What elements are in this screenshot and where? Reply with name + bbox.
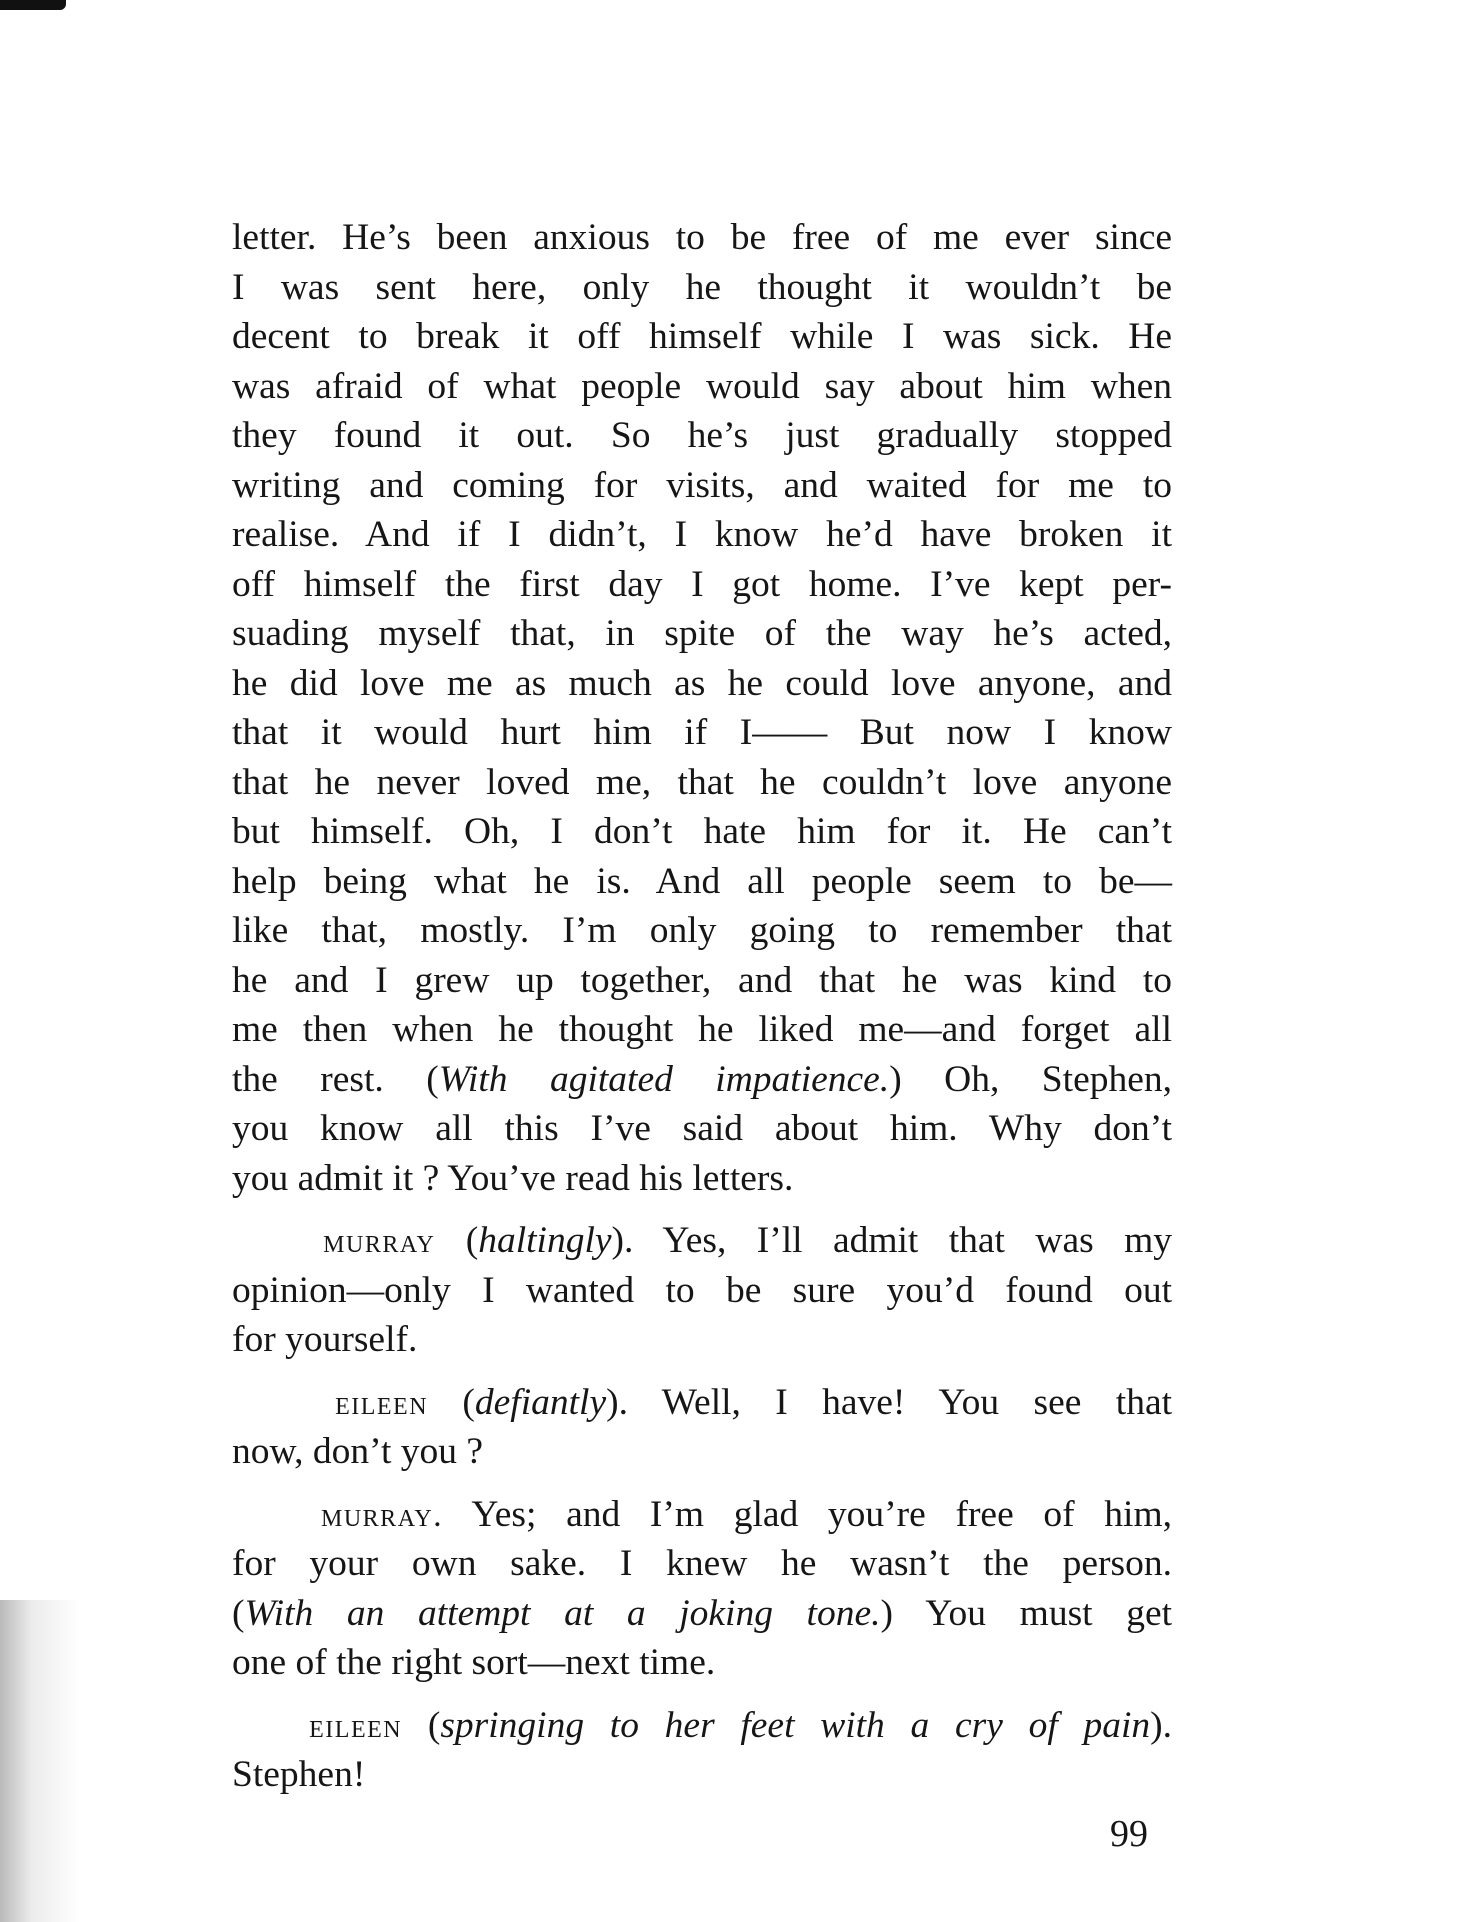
text-line: he and I grew up together, and that he was kind to [232,959,1172,1001]
stage-direction: With an attempt at a joking tone. [244,1592,881,1634]
text-run: the rest. ( [232,1058,439,1100]
text-run: ) You must get [880,1592,1173,1634]
text-line: that he never loved me, that he couldn’t love anyone [232,761,1172,803]
speaker-name: eileen [335,1384,429,1422]
scan-binding-shadow [0,1600,80,1922]
paragraph-eileen-defiant [232,1378,1172,1477]
text-line: he did love me as much as he could love anyone, and [232,662,1172,704]
text-line: but himself. Oh, I don’t hate him for it. He can’t [232,811,1172,852]
text-line: opinion—only I wanted to be sure you’d found out [232,1269,1172,1311]
text-run: ). Yes, I’ll admit that was my [611,1220,1172,1261]
text-line: me then when he thought he liked me—and forget all [232,1009,1172,1050]
paragraph-eileen-speech [232,213,1172,1203]
speaker-name: murray [323,1223,436,1260]
text-line [232,1701,1172,1751]
text-line: now, don’t you ? [232,1431,484,1472]
speaker-name: eileen [309,1707,403,1745]
text-line: help being what he is. And all people seem to be— [232,860,1172,902]
text-line: Stephen! [232,1754,366,1795]
text-line: for your own sake. I knew he wasn’t the person. [232,1543,1172,1584]
text-line: you know all this I’ve said about him. Why don’t [232,1108,1172,1149]
stage-direction: springing to her feet with a cry of pain [440,1704,1151,1746]
text-line: off himself the first day I got home. I’ve kept per- [232,563,1172,605]
body-text [232,213,1172,1800]
text-line: that it would hurt him if I—— But now I know [232,712,1172,753]
stage-direction: haltingly [478,1220,612,1261]
speaker-name: murray. [321,1496,444,1534]
paragraph-murray-reply [232,1216,1172,1365]
text-run: ). Well, I have! You see that [606,1381,1173,1423]
page-number: 99 [1110,1813,1148,1855]
paragraph-murray-glad [232,1490,1172,1688]
text-run: ) Oh, Stephen, [889,1058,1172,1100]
text-line: suading myself that, in spite of the way he’s acted, [232,613,1172,654]
text-line [232,1378,1172,1428]
text-line: like that, mostly. I’m only going to remember that [232,910,1172,951]
text-run: ( [435,1220,479,1261]
text-line [232,1216,1172,1266]
paragraph-gap [232,1477,1172,1490]
text-line [232,1589,1172,1639]
text-run: ( [428,1381,475,1423]
text-line: for yourself. [232,1319,418,1360]
text-line: they found it out. So he’s just gradually stopped [232,415,1172,456]
text-line: letter. He’s been anxious to be free of me ever since [232,217,1172,258]
scan-corner-mark [0,0,66,10]
text-line: was afraid of what people would say about him when [232,365,1172,407]
text-line [232,1055,1172,1105]
text-line: one of the right sort—next time. [232,1642,716,1683]
text-line: I was sent here, only he thought it wouldn’t be [232,266,1172,308]
text-line [232,1490,1172,1540]
text-line: you admit it ? You’ve read his letters. [232,1157,794,1199]
text-line: writing and coming for visits, and waited for me to [232,464,1172,506]
paragraph-gap [232,1203,1172,1216]
text-run: ( [402,1704,441,1746]
text-run: ). [1150,1704,1172,1746]
stage-direction: defiantly [474,1381,607,1423]
text-line: realise. And if I didn’t, I know he’d have broken it [232,514,1172,555]
text-run: ( [232,1592,245,1634]
stage-direction: With agitated impatience. [438,1058,890,1100]
paragraph-eileen-cry [232,1701,1172,1800]
text-line: decent to break it off himself while I was sick. He [232,316,1172,357]
paragraph-gap [232,1688,1172,1701]
text-run: Yes; and I’m glad you’re free of him, [443,1493,1173,1535]
paragraph-gap [232,1365,1172,1378]
